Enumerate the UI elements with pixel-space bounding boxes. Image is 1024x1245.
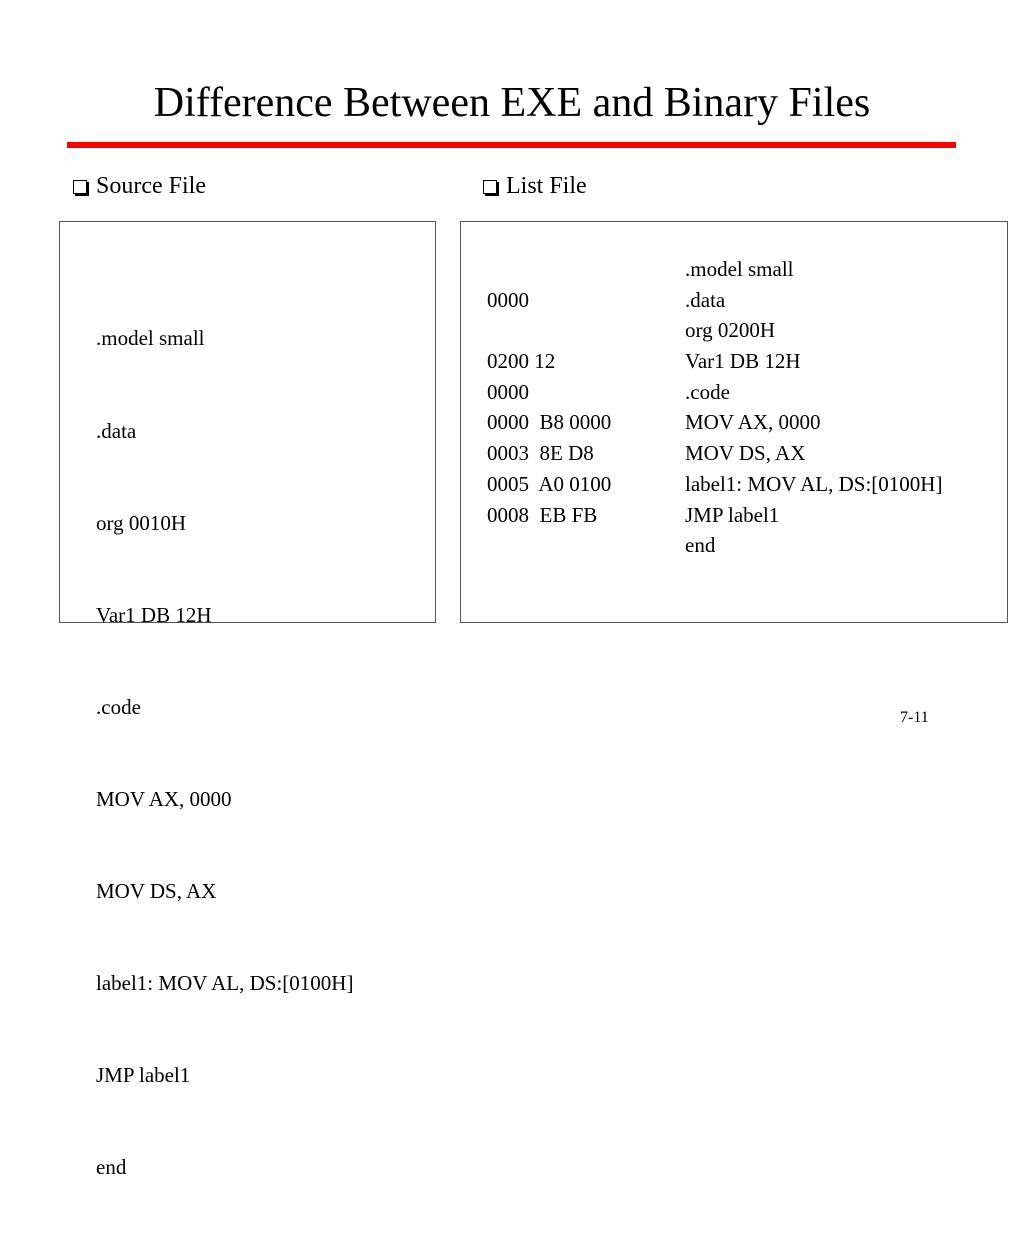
source-line: .data [96, 418, 137, 443]
list-row [487, 500, 1007, 531]
list-row-source: .model small [685, 257, 794, 281]
source-line: end [96, 1155, 127, 1180]
list-row-source: .code [685, 379, 730, 404]
source-line: MOV DS, AX [96, 879, 217, 904]
list-row [487, 530, 1007, 561]
source-line: JMP label1 [96, 1063, 191, 1088]
source-line: Var1 DB 12H [96, 602, 212, 627]
list-row-source: label1: MOV AL, DS:[0100H] [685, 471, 943, 496]
list-row-address: 0000 [487, 287, 529, 312]
source-code-lines [96, 262, 353, 1245]
list-row-address: 0005 A0 0100 [487, 471, 612, 496]
list-file-heading [483, 172, 587, 200]
list-row [487, 285, 1007, 316]
list-row-source: JMP label1 [685, 502, 780, 527]
list-row-source: end [685, 533, 716, 558]
list-row [487, 377, 1007, 408]
list-row [487, 254, 1007, 285]
source-line: .model small [96, 326, 205, 351]
list-row-source: MOV DS, AX [685, 441, 806, 466]
list-row-address: 0008 EB FB [487, 502, 598, 527]
list-file-box [460, 221, 1008, 623]
source-line: label1: MOV AL, DS:[0100H] [96, 971, 354, 996]
page-number: 7-11 [900, 709, 929, 726]
checkbox-bullet-icon [73, 180, 87, 194]
list-row-address: 0003 8E D8 [487, 441, 594, 466]
list-row-source: MOV AX, 0000 [685, 410, 821, 435]
source-file-box [59, 221, 436, 1180]
list-row [487, 346, 1007, 377]
list-file-heading-label: List File [506, 173, 587, 199]
list-row-address: 0000 B8 0000 [487, 410, 612, 435]
list-row [487, 315, 1007, 346]
list-row-source: Var1 DB 12H [685, 349, 801, 374]
source-line: .code [96, 694, 141, 719]
title-underline-rule [67, 142, 956, 148]
list-row-source: .data [685, 287, 726, 312]
source-file-heading [73, 172, 206, 200]
source-file-heading-label: Source File [96, 173, 206, 199]
source-line: MOV AX, 0000 [96, 786, 232, 811]
checkbox-bullet-icon [483, 180, 497, 194]
slide-title: Difference Between EXE and Binary Files [153, 80, 871, 126]
list-row-address: 0000 [487, 379, 529, 404]
source-line: org 0010H [96, 510, 187, 535]
list-row-address: 0200 12 [487, 349, 556, 374]
list-row-source: org 0200H [685, 318, 776, 343]
list-row [487, 469, 1007, 500]
list-row [487, 407, 1007, 438]
list-code-lines [487, 254, 1007, 561]
list-row [487, 438, 1007, 469]
